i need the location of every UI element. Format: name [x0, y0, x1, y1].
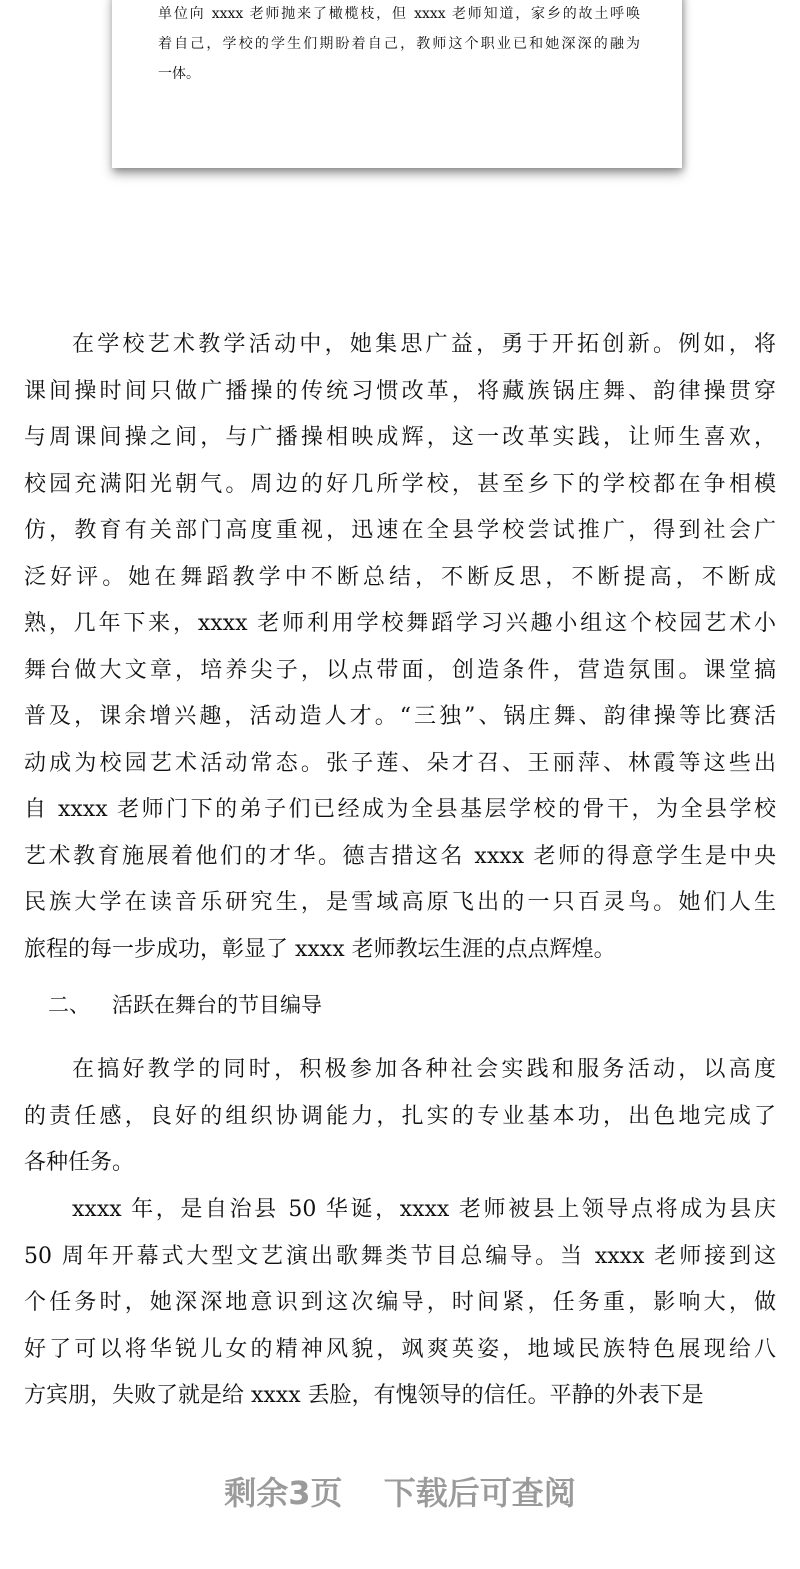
paragraph-line: 校园充满阳光朝气。周边的好几所学校，甚至乡下的学校都在争相模	[24, 471, 776, 497]
paragraph-line: 自 xxxx 老师门下的弟子们已经成为全县基层学校的骨干，为全县学校	[24, 797, 776, 822]
section-number: 二、	[48, 993, 90, 1017]
paragraph-line: 的责任感，良好的组织协调能力，扎实的专业基本功，出色地完成了	[24, 1103, 776, 1129]
card-line: 着自己，学校的学生们期盼着自己，教师这个职业已和她深深的融为	[158, 36, 640, 52]
paragraph-line: xxxx 年，是自治县 50 华诞，xxxx 老师被县上领导点将成为县庆	[72, 1197, 776, 1222]
paragraph-line: 民族大学在读音乐研究生，是雪域高原飞出的一只百灵鸟。她们人生	[24, 890, 776, 915]
paragraph-line: 与周课间操之间，与广播操相映成辉，这一改革实践，让师生喜欢，	[24, 425, 776, 450]
previous-page-card	[112, 0, 682, 168]
paragraph-line: 好了可以将华锐儿女的精神风貌，飒爽英姿，地域民族特色展现给八	[24, 1336, 776, 1362]
paragraph-line: 课间操时间只做广播操的传统习惯改革，将藏族锅庄舞、韵律操贯穿	[24, 378, 776, 404]
paragraph-line: 泛好评。她在舞蹈教学中不断总结，不断反思，不断提高，不断成	[24, 564, 776, 590]
section-title: 活跃在舞台的节目编导	[112, 993, 322, 1017]
paragraph-line: 仿，教育有关部门高度重视，迅速在全县学校尝试推广，得到社会广	[24, 518, 776, 543]
paragraph-line: 艺术教育施展着他们的才华。德吉措这名 xxxx 老师的得意学生是中央	[24, 843, 776, 869]
paragraph-line: 旅程的每一步成功，彰显了 xxxx 老师教坛生涯的点点辉煌。	[24, 936, 616, 962]
paragraph-line: 50 周年开幕式大型文艺演出歌舞类节目总编导。当 xxxx 老师接到这	[24, 1243, 776, 1269]
paragraph-line: 在搞好教学的同时，积极参加各种社会实践和服务活动，以高度	[72, 1057, 776, 1082]
download-prompt[interactable]: 剩余3页 下载后可查阅	[224, 1474, 576, 1512]
card-line: 单位向 xxxx 老师抛来了橄榄枝，但 xxxx 老师知道，家乡的故土呼唤	[158, 6, 640, 22]
paragraph-line: 普及，课余增兴趣，活动造人才。“三独”、锅庄舞、韵律操等比赛活	[24, 704, 776, 729]
paragraph-line: 熟，几年下来，xxxx 老师利用学校舞蹈学习兴趣小组这个校园艺术小	[24, 611, 776, 636]
paragraph-line: 各种任务。	[24, 1150, 135, 1175]
paragraph-line: 方宾朋，失败了就是给 xxxx 丢脸，有愧领导的信任。平静的外表下是	[24, 1383, 704, 1408]
paragraph-line: 个任务时，她深深地意识到这次编导，时间紧，任务重，影响大，做	[24, 1290, 776, 1315]
paragraph-line: 舞台做大文章，培养尖子，以点带面，创造条件，营造氛围。课堂搞	[24, 657, 776, 683]
section-heading	[48, 990, 322, 1020]
card-line: 一体。	[158, 66, 200, 82]
paragraph-line: 动成为校园艺术活动常态。张子莲、朵才召、王丽萍、林霞等这些出	[24, 750, 776, 776]
paragraph-line: 在学校艺术教学活动中，她集思广益，勇于开拓创新。例如，将	[72, 332, 776, 357]
